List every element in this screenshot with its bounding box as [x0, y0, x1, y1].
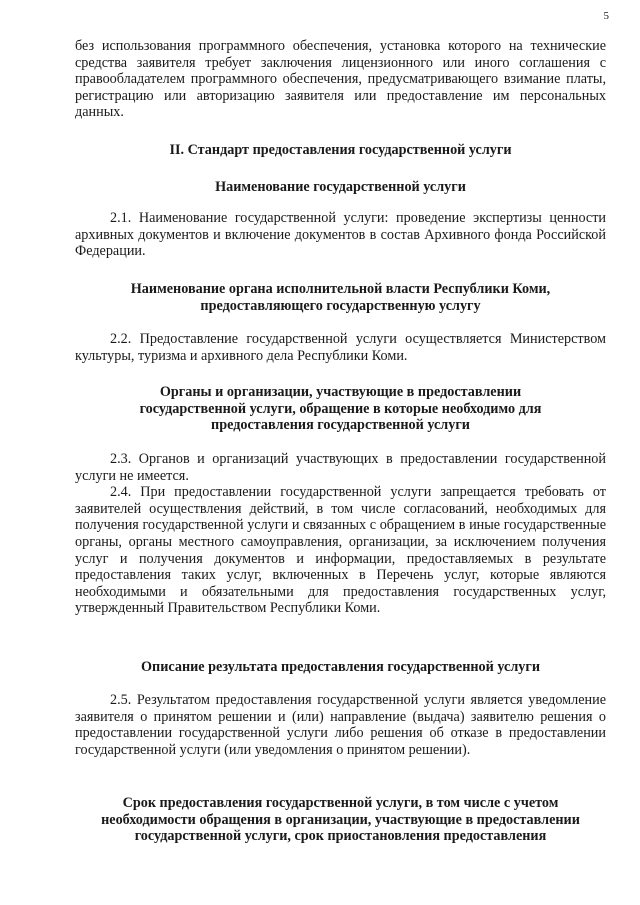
paragraphs-2-3-2-4-block [75, 451, 606, 617]
heading-service-name-block [75, 179, 606, 196]
heading-authority [75, 281, 606, 314]
paragraph-2-5-block [75, 692, 606, 758]
heading-term-line-2: необходимости обращения в организации, участвующие в предоставлении [101, 811, 580, 828]
section-title-block [75, 142, 606, 159]
heading-term [75, 795, 606, 845]
heading-authority-line-1: Наименование органа исполнительной власти Республики Коми, [130, 281, 551, 297]
intro-paragraph-block [75, 38, 606, 121]
intro-paragraph: без использования программного обеспечения, установка которого на технические средства заявителя требует заключения лицензионного или иного соглашения с правообладателем программного обеспечения, предусматривающего взимание платы, регистрацию или авторизацию заявителя или предоставление им персональных данных. [75, 38, 606, 121]
heading-term-line-1: Срок предоставления государственной услуги, в том числе с учетом [122, 795, 559, 811]
paragraph-2-2: 2.2. Предоставление государственной услуги осуществляется Министерством культуры, туризма и архивного дела Республики Коми. [75, 331, 606, 364]
paragraph-2-1: 2.1. Наименование государственной услуги: проведение экспертизы ценности архивных документов и включение документов в состав Архивного фонда Российской Федерации. [75, 210, 606, 260]
paragraph-2-4: 2.4. При предоставлении государственной услуги запрещается требовать от заявителей осуществления действий, в том числе согласований, необходимых для получения государственной услуги и связанных с обращением в иные государственные органы, органы местного самоуправления, организации, за исключением получения услуг и получения документов и информации, предоставляемых в результате предоставления таких услуг, включенных в Перечень услуг, которые являются необходимыми и обязательными для предоставления государственных услуг, утвержденный Правительством Республики Коми. [75, 484, 606, 617]
heading-service-name: Наименование государственной услуги [215, 179, 466, 195]
section-title: II. Стандарт предоставления государственной услуги [169, 142, 512, 158]
paragraph-2-5: 2.5. Результатом предоставления государственной услуги является уведомление заявителя о принятом решении и (или) направление (выдача) заявителю решения о предоставлении государственной услуги либо решения об отказе в предоставлении государственной услуги (или уведомления о принятом решении). [75, 692, 606, 758]
heading-organizations [75, 384, 606, 434]
paragraph-2-3: 2.3. Органов и организаций участвующих в предоставлении государственной услуги не имеется. [75, 451, 606, 484]
heading-term-line-3: государственной услуги, срок приостановления предоставления [134, 828, 547, 845]
paragraph-2-1-block [75, 210, 606, 260]
heading-result: Описание результата предоставления государственной услуги [141, 659, 540, 675]
heading-result-block [75, 659, 606, 676]
heading-organizations-line-1: Органы и организации, участвующие в предоставлении [159, 384, 522, 400]
heading-authority-line-2: предоставляющего государственную услугу [200, 297, 481, 314]
heading-organizations-line-2: государственной услуги, обращение в которые необходимо для [139, 400, 542, 417]
page-number: 5 [603, 10, 609, 22]
paragraph-2-2-block [75, 331, 606, 364]
heading-organizations-line-3: предоставления государственной услуги [211, 417, 470, 434]
